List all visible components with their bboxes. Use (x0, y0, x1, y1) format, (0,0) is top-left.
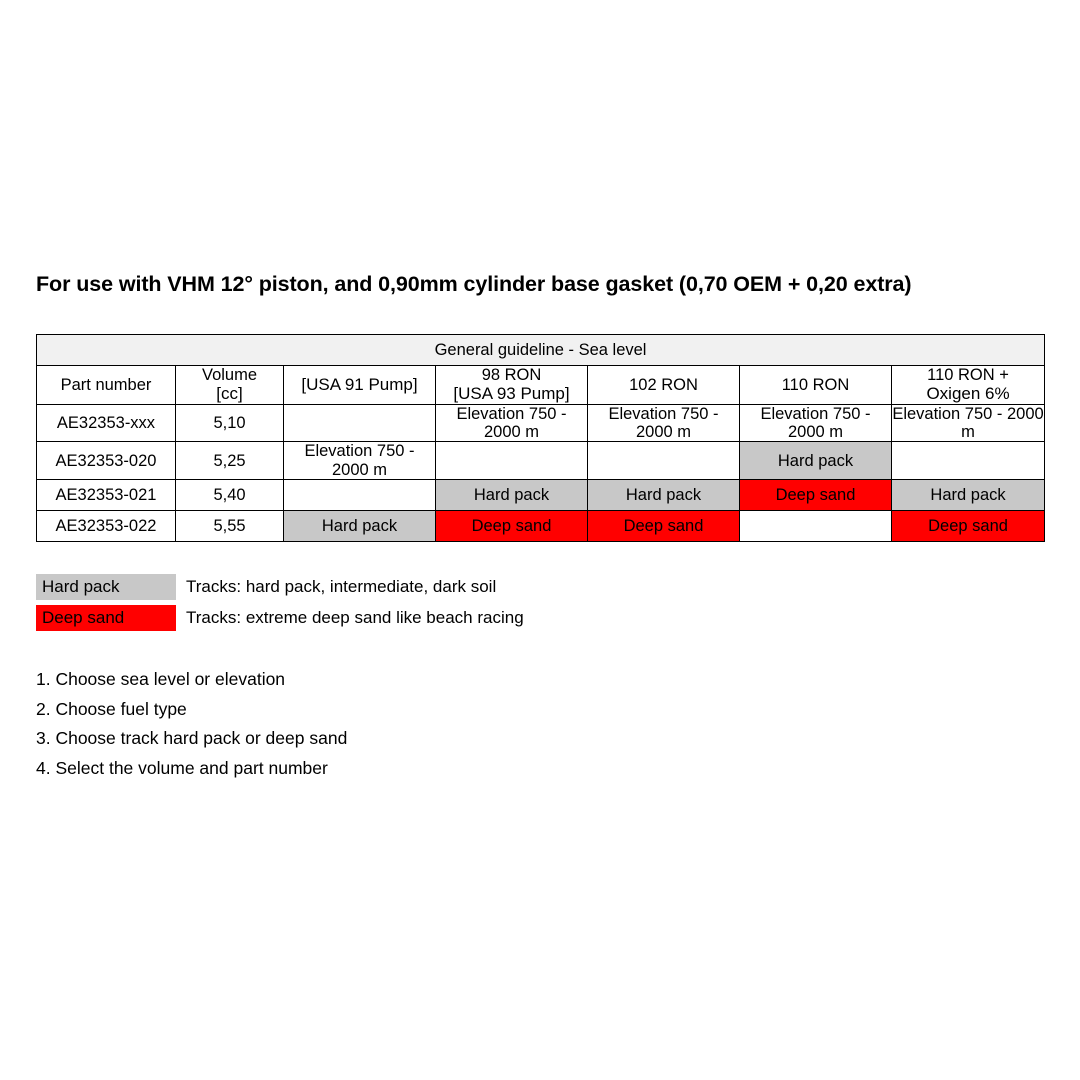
page-title: For use with VHM 12° piston, and 0,90mm cylinder base gasket (0,70 OEM + 0,20 extra) (36, 272, 912, 296)
legend-item-hard-pack (36, 573, 736, 601)
column-header-line2: [USA 91 Pump] (301, 375, 418, 395)
column-header-line1: Volume (201, 366, 258, 384)
cell-fuel-3: Hard pack (588, 480, 740, 511)
column-header-fuel-4 (740, 366, 892, 405)
legend-swatch-hard-pack: Hard pack (36, 574, 176, 600)
table-header-row (37, 366, 1045, 405)
cell-volume: 5,10 (176, 404, 284, 442)
column-header-volume (176, 366, 284, 405)
cell-part-number: AE32353-022 (37, 511, 176, 542)
column-header-line1: 98 RON (481, 366, 542, 384)
cell-fuel-4 (740, 511, 892, 542)
cell-fuel-1: Elevation 750 - 2000 m (284, 442, 436, 480)
cell-fuel-3: Elevation 750 - 2000 m (588, 404, 740, 442)
column-header-line1: 110 RON (781, 375, 850, 394)
column-header-fuel-1 (284, 366, 436, 405)
legend-description-hard-pack: Tracks: hard pack, intermediate, dark soil (186, 577, 497, 596)
cell-fuel-2: Hard pack (436, 480, 588, 511)
column-header-line2: Oxigen 6% (926, 384, 1010, 404)
column-header-line1: Part number (60, 375, 152, 394)
instruction-step: 1. Choose sea level or elevation (36, 669, 286, 689)
cell-fuel-2: Deep sand (436, 511, 588, 542)
instruction-step: 3. Choose track hard pack or deep sand (36, 728, 348, 748)
legend-item-deep-sand (36, 604, 736, 632)
column-header-fuel-2 (436, 366, 588, 405)
table-row (37, 404, 1045, 442)
instruction-step: 4. Select the volume and part number (36, 757, 328, 778)
table-row (37, 511, 1045, 542)
cell-fuel-2 (436, 442, 588, 480)
column-header-line1: 110 RON + (927, 366, 1009, 384)
cell-fuel-4: Hard pack (740, 442, 892, 480)
instruction-step: 2. Choose fuel type (36, 698, 187, 719)
cell-fuel-1 (284, 480, 436, 511)
legend (36, 573, 736, 632)
table-row (37, 480, 1045, 511)
cell-fuel-1: Hard pack (284, 511, 436, 542)
cell-fuel-3 (588, 442, 740, 480)
cell-fuel-1 (284, 404, 436, 442)
column-header-part-number (37, 366, 176, 405)
cell-part-number: AE32353-xxx (37, 404, 176, 442)
cell-part-number: AE32353-020 (37, 442, 176, 480)
cell-fuel-3: Deep sand (588, 511, 740, 542)
cell-fuel-4: Elevation 750 - 2000 m (740, 404, 892, 442)
cell-fuel-5: Hard pack (892, 480, 1045, 511)
column-header-line2: [cc] (216, 384, 243, 404)
cell-volume: 5,55 (176, 511, 284, 542)
column-header-fuel-5 (892, 366, 1045, 405)
cell-fuel-5: Elevation 750 - 2000 m (892, 404, 1044, 441)
instructions-list (36, 665, 347, 783)
cell-volume: 5,40 (176, 480, 284, 511)
cell-fuel-4: Deep sand (740, 480, 892, 511)
column-header-line2: [USA 93 Pump] (453, 384, 570, 404)
cell-fuel-2: Elevation 750 - 2000 m (436, 404, 588, 442)
table-title: General guideline - Sea level (37, 335, 1045, 366)
cell-fuel-5: Deep sand (892, 511, 1045, 542)
guideline-table (36, 334, 1045, 542)
column-header-line1: 102 RON (629, 375, 698, 394)
legend-swatch-deep-sand: Deep sand (36, 605, 176, 631)
cell-fuel-5 (892, 442, 1045, 480)
table-row (37, 442, 1045, 480)
cell-part-number: AE32353-021 (37, 480, 176, 511)
legend-description-deep-sand: Tracks: extreme deep sand like beach racing (186, 608, 524, 627)
table-title-row (37, 335, 1045, 366)
column-header-fuel-3 (588, 366, 740, 405)
cell-volume: 5,25 (176, 442, 284, 480)
